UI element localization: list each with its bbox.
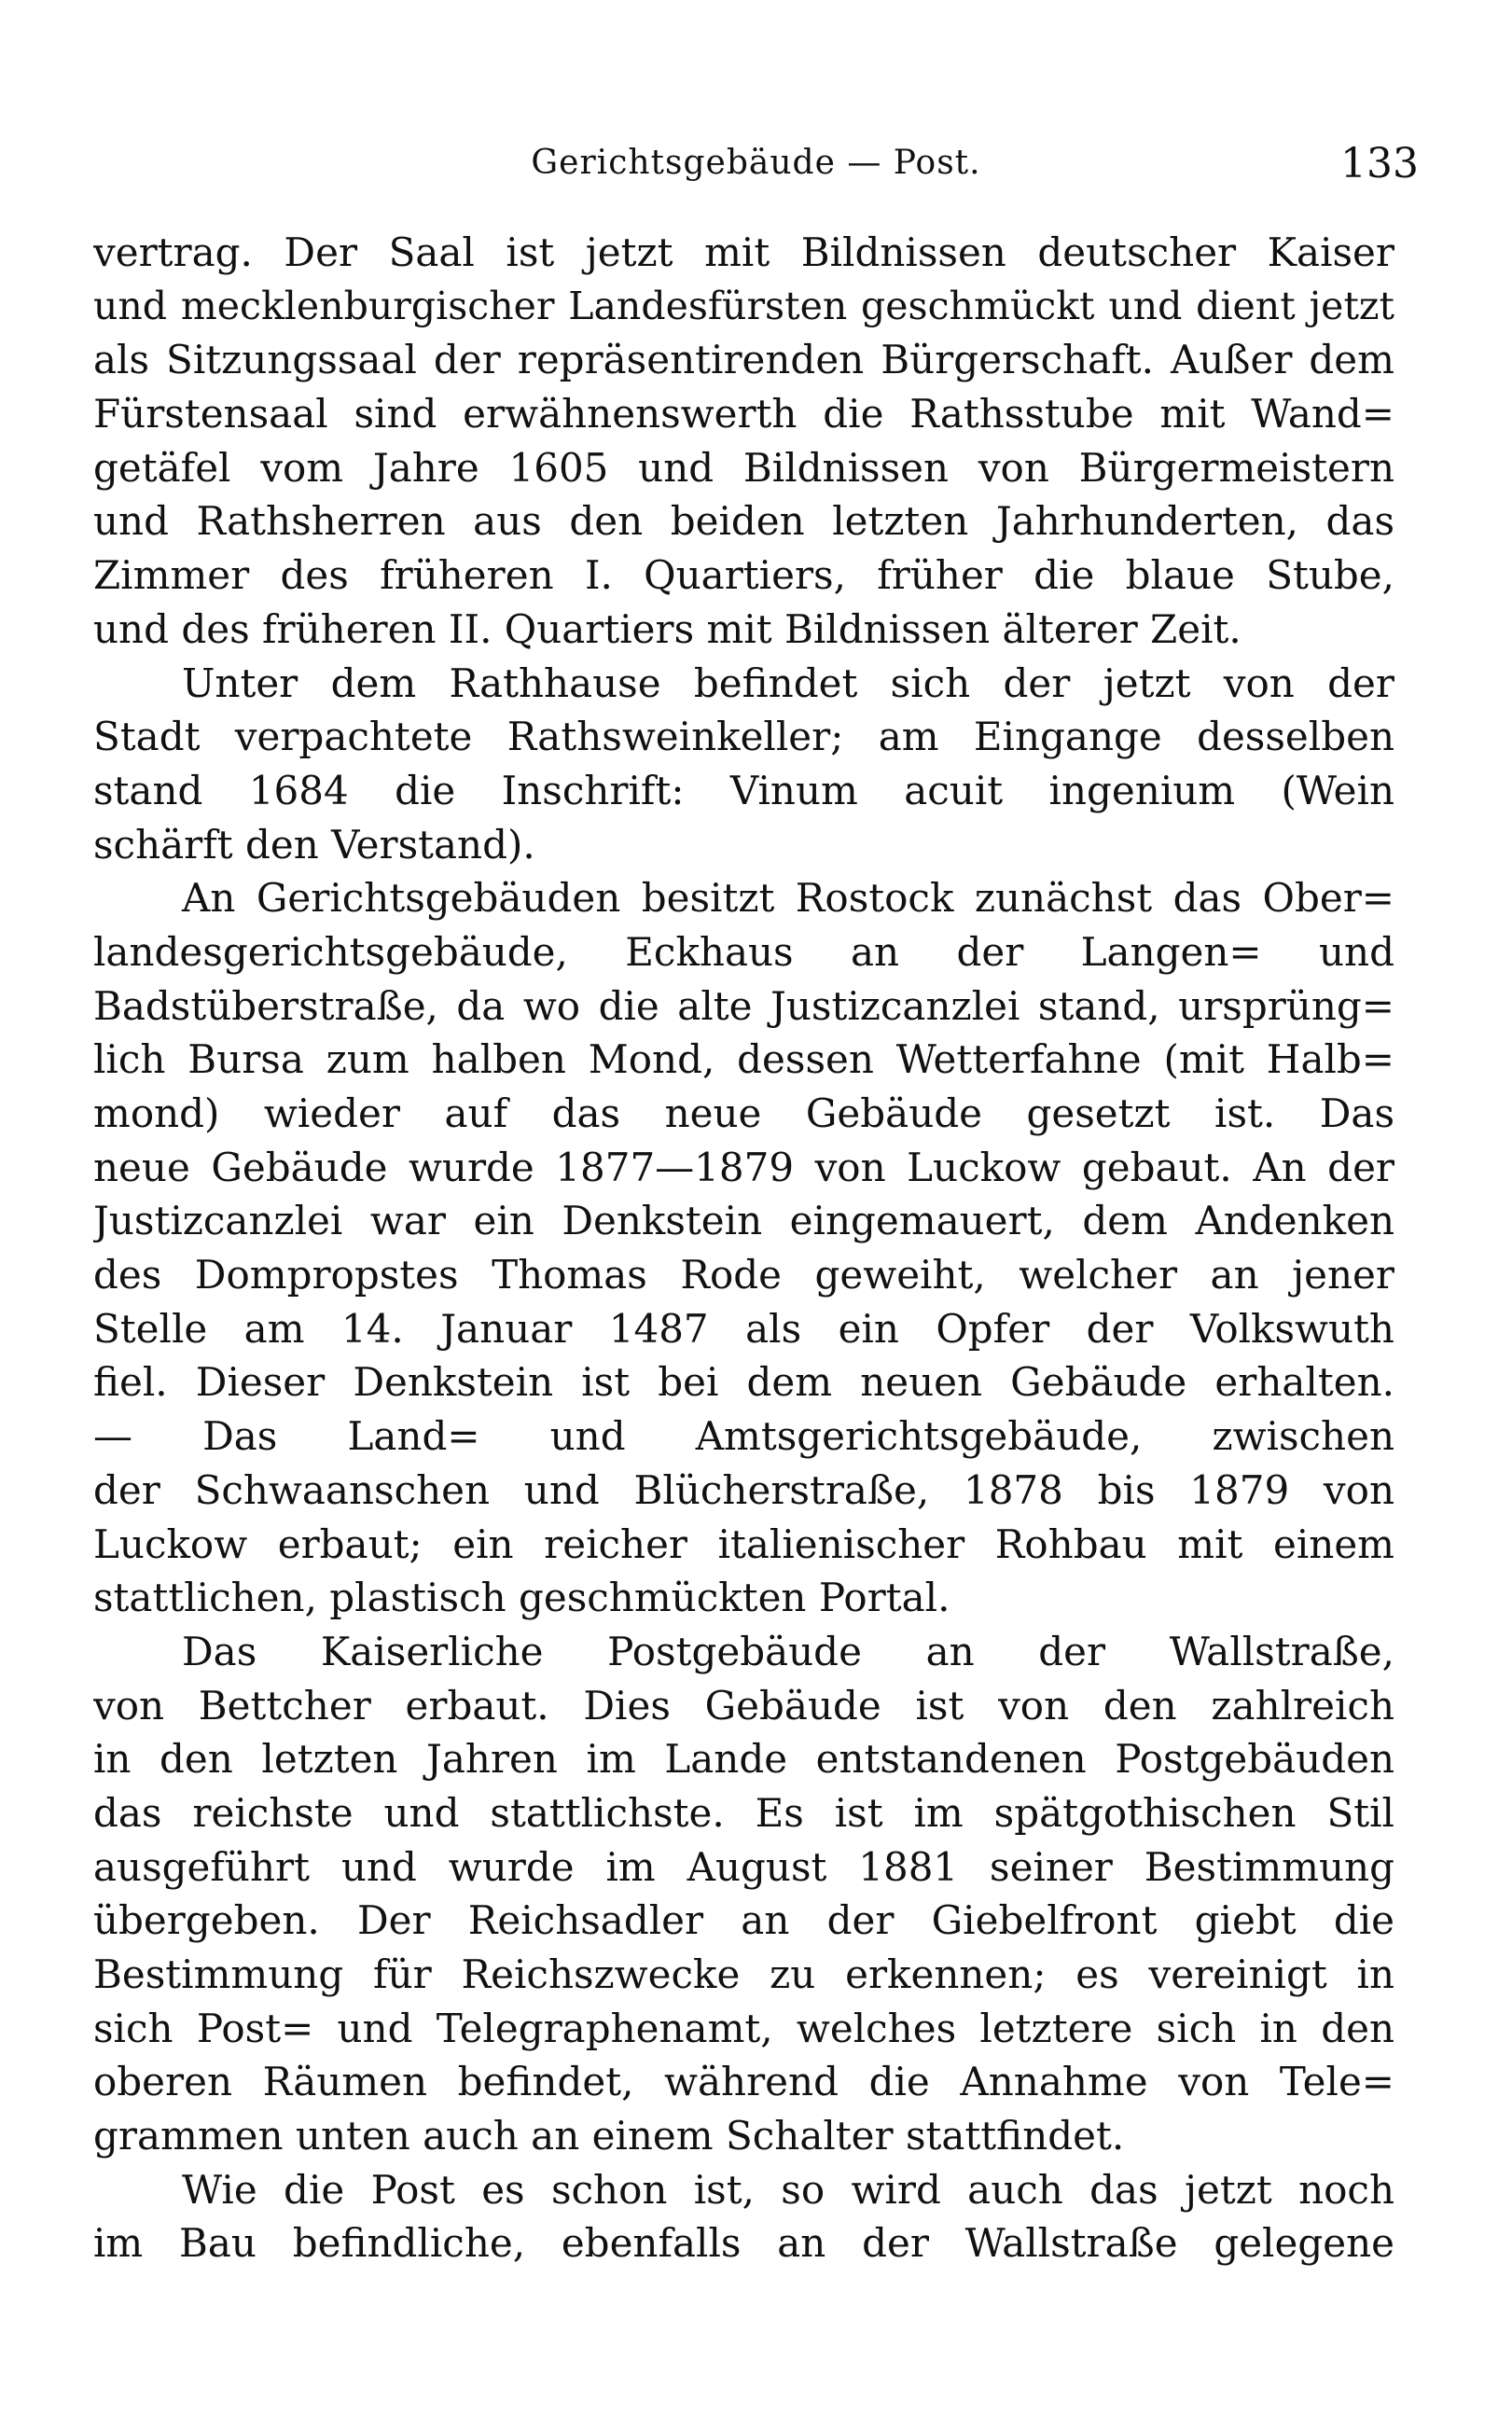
text-line: ausgeführt und wurde im August 1881 seiner Bestimmung — [93, 1843, 1394, 1890]
text-line: Luckow erbaut; ein reicher italienischer Rohbau mit einem — [93, 1520, 1394, 1567]
text-line: An Gerichtsgebäuden besitzt Rostock zunächst das Ober= — [182, 875, 1394, 922]
text-line: sich Post= und Telegraphenamt, welches letztere sich in den — [93, 2005, 1394, 2051]
body-text — [93, 226, 1394, 2270]
text-line: neue Gebäude wurde 1877—1879 von Luckow gebaut. An der — [93, 1144, 1394, 1190]
text-line: schärft den Verstand). — [93, 821, 535, 868]
text-line: und des früheren II. Quartiers mit Bildnissen älterer Zeit. — [93, 605, 1242, 652]
text-line: Fürstensaal sind erwähnenswerth die Rathsstube mit Wand= — [93, 391, 1394, 437]
page-header — [93, 140, 1419, 196]
text-line: in den letzten Jahren im Lande entstandenen Postgebäuden — [93, 1736, 1394, 1783]
text-line: Stadt verpachtete Rathsweinkeller; am Eingange desselben — [93, 714, 1394, 760]
text-line: lich Bursa zum halben Mond, dessen Wetterfahne (mit Halb= — [93, 1036, 1394, 1083]
text-line: von Bettcher erbaut. Dies Gebäude ist von den zahlreich — [93, 1682, 1394, 1729]
text-line: vertrag. Der Saal ist jetzt mit Bildnissen deutscher Kaiser — [93, 229, 1394, 275]
text-line: übergeben. Der Reichsadler an der Giebelfront giebt die — [93, 1897, 1394, 1944]
text-line: landesgerichtsgebäude, Eckhaus an der Langen= und — [93, 928, 1394, 975]
text-line: als Sitzungssaal der repräsentirenden Bürgerschaft. Außer dem — [93, 337, 1394, 383]
text-line: oberen Räumen befindet, während die Annahme von Tele= — [93, 2059, 1394, 2105]
text-line: stand 1684 die Inschrift: Vinum acuit ingenium (Wein — [93, 767, 1394, 813]
text-line: Unter dem Rathhause befindet sich der jetzt von der — [182, 660, 1394, 706]
text-line: des Dompropstes Thomas Rode geweiht, welcher an jener — [93, 1252, 1394, 1298]
text-line: Zimmer des früheren I. Quartiers, früher die blaue Stube, — [93, 552, 1394, 599]
text-line: Das Kaiserliche Postgebäude an der Wallstraße, — [182, 1628, 1394, 1674]
text-line: Wie die Post es schon ist, so wird auch das jetzt noch — [182, 2166, 1394, 2213]
page-number: 133 — [1340, 140, 1419, 187]
text-line: — Das Land= und Amtsgerichtsgebäude, zwischen — [93, 1413, 1394, 1460]
text-line: Badstüberstraße, da wo die alte Justizcanzlei stand, ursprüng= — [93, 982, 1394, 1029]
text-line: grammen unten auch an einem Schalter stattfindet. — [93, 2113, 1125, 2159]
text-line: und mecklenburgischer Landesfürsten geschmückt und dient jetzt — [93, 283, 1394, 328]
running-head: Gerichtsgebäude — Post. — [531, 144, 981, 182]
text-line: fiel. Dieser Denkstein ist bei dem neuen Gebäude erhalten. — [93, 1359, 1394, 1406]
text-line: Justizcanzlei war ein Denkstein eingemauert, dem Andenken — [93, 1198, 1394, 1244]
text-line: und Rathsherren aus den beiden letzten Jahrhunderten, das — [93, 498, 1394, 545]
text-line: der Schwaanschen und Blücherstraße, 1878 bis 1879 von — [93, 1466, 1394, 1513]
text-line: getäfel vom Jahre 1605 und Bildnissen von Bürgermeistern — [93, 444, 1394, 491]
text-line: im Bau befindliche, ebenfalls an der Wallstraße gelegene — [93, 2220, 1394, 2267]
text-line: das reichste und stattlichste. Es ist im spätgothischen Stil — [93, 1789, 1394, 1836]
text-line: mond) wieder auf das neue Gebäude gesetzt ist. Das — [93, 1090, 1394, 1136]
text-line: Stelle am 14. Januar 1487 als ein Opfer der Volkswuth — [93, 1305, 1394, 1352]
text-line: stattlichen, plastisch geschmückten Portal. — [93, 1575, 950, 1621]
text-line: Bestimmung für Reichszwecke zu erkennen; es vereinigt in — [93, 1951, 1394, 1997]
